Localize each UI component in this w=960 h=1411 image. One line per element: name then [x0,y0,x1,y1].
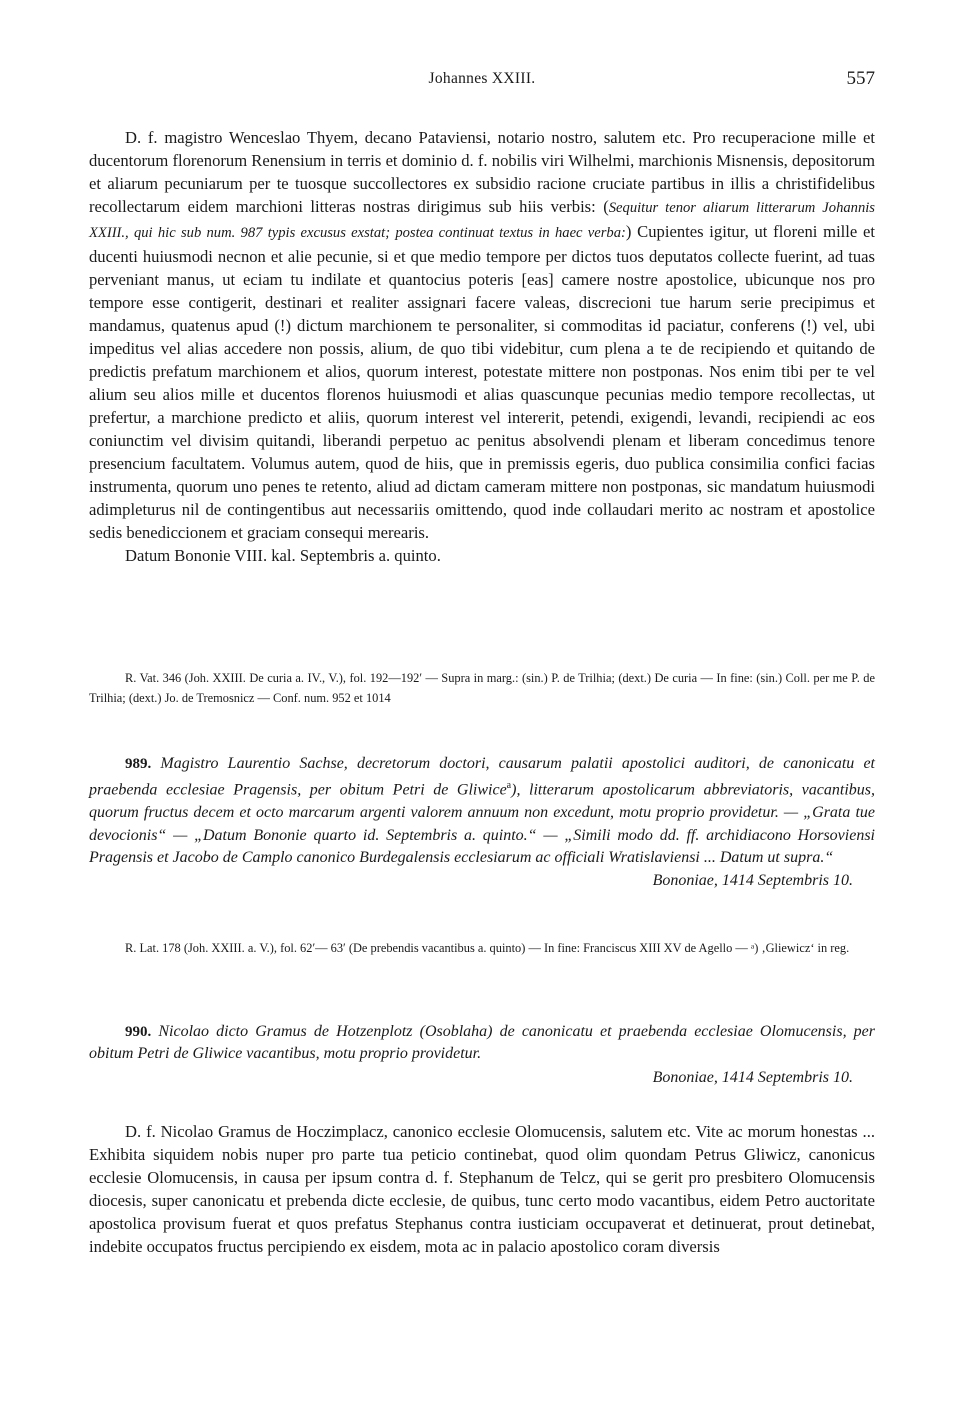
letter-988 [89,126,875,567]
regest-989-text-b: ), litterarum apostolicarum abbreviatoris, vacantibus, quorum fructus decem et octo marcarum argenti valorem annuum non excedunt, motu proprio providetur. — „Grata tue devocionis“ — „Datum Bononie quarto id. Septembris a. quinto.“ — „Simili modo dd. ff. archidiacono Horsoviensi Pragensis et Jacobo de Camplo canonico Burdegalensis ecclesiarum ac officiali Wratislaviensi ... Datum ut supra.“ [89,781,876,866]
entry-989-archival-note [89,938,875,958]
letter-988-paragraph [89,126,875,544]
regest-990 [89,1021,875,1066]
page-number: 557 [846,68,875,89]
place-date-989: Bononiae, 1414 Septembris 10. [652,872,853,890]
archival-note-988: R. Vat. 346 (Joh. XXIII. De curia a. IV., V.), fol. 192—192′ — Supra in marg.: (sin.) P. de Trilhia; (dext.) De curia — In fine: (sin.) Coll. per me P. de Trilhia; (dext.) Jo. de Tremosnicz — Conf. num. 952 et 1014 [89,671,875,705]
entry-number-990: 990. [125,1024,152,1040]
letter-988-archival-note [89,668,875,708]
letter-990-text: D. f. Nicolao Gramus de Hoczimplacz, canonico ecclesie Olomucensis, salutem etc. Vite ac morum honestas ... Exhibita siquidem nobis nuper pro parte tua peticio continebat, quod olim quondam Petrus Gliwicz, canonicus ecclesie Olomucensis, in causa per ipsum contra d. f. Stephanum de Telcz, qui se gerit pro presbitero Olomucensis diocesis, super canonicatu et prebenda dicte ecclesie, de quibus, tunc certo modo vacantibus, eidem Petro auctoritate apostolica provisum fuerat et quos prefatus Stephanus contra iusticiam occupaverat et detinuerat, prout detinebat, indebite occupatos fructus percipiendo ex eisdem, mota ac in palacio apostolico coram diversis [89,1122,875,1256]
letter-988-editorial-note: Sequitur tenor aliarum litterarum Johannis XXIII., qui hic sub num. 987 typis excusus exstat; postea continuat textus in haec verba: [89,200,875,241]
letter-988-datum: Datum Bononie VIII. kal. Septembris a. quinto. [125,546,441,565]
page-header [89,70,875,94]
archival-note-989: R. Lat. 178 (Joh. XXIII. a. V.), fol. 62′— 63′ (De prebendis vacantibus a. quinto) — In fine: Franciscus XIII XV de Agello — ᵃ) ‚Gliewicz‘ in reg. [125,941,850,955]
letter-990 [89,1120,875,1258]
footnote-mark: a [506,780,512,792]
running-title: Johannes XXIII. [428,70,536,87]
regest-989-text-a: Magistro Laurentio Sachse, decretorum doctori, causarum palatii apostolici auditori, de canonicatu et praebenda ecclesiae Pragensis, per obitum Petri de Gliwice [89,755,876,799]
regest-990-text: Nicolao dicto Gramus de Hotzenplotz (Osoblaha) de canonicatu et praebenda ecclesiae Olomucensis, per obitum Petri de Gliwice vacantibus, motu proprio providetur. [89,1023,876,1063]
entry-number-989: 989. [125,756,152,772]
entry-990 [89,1021,875,1089]
letter-988-text-b: ) Cupientes igitur, ut floreni mille et ducenti huiusmodi necnon et alie pecunie, si et que medio tempore per dictos tuos deputatos collecte fuerint, ad tuas perveniant manus, ut eciam tu indilate et quantocius poteris [eas] camere nostre apostolice, ubicunque nos pro tempore esse contigerit, destinari et realiter assignari facere valeas, discrecioni tue harum serie precipimus et mandamus, quatenus apud (!) dictum marchionem te personaliter, si commoditas id paciatur, conferens (!) vel, ubi impeditus vel alias accedere non possis, alium, de quo tibi videbitur, cum plena a te de recipiendo et quitando de predictis prefatum marchionem et alios, quorum interest, potestate mittere non postponas. Nos enim tibi per te vel alium seu alios mille et ducentos florenos huiusmodi et alias quascunque pecunias medio tempore recollectas, ut prefertur, a marchione predicto et aliis, quorum interest vel intererit, petendi, exigendi, levandi, recipiendi ac eos coniunctim vel divisim quitandi, liberandi perpetuo ac penitus absolvendi plenam et liberam concedimus tenore presencium facultatem. Volumus autem, quod de hiis, que in premissis egeris, duo publica consimilia confici facias instrumenta, quorum uno penes te retento, aliud ad dictam cameram mittere non postponas, sic mandatum huiusmodi adimpleturus nil de contingentibus aut necessariis omittendo, quod inde collaudari merito ac nostram et apostolice sedis benediccionem et graciam consequi merearis. [89,222,876,542]
place-date-990: Bononiae, 1414 Septembris 10. [652,1068,853,1086]
regest-989 [89,753,875,869]
letter-988-text-a: D. f. magistro Wenceslao Thyem, decano Pataviensi, notario nostro, salutem etc. Pro recuperacione mille et ducentorum florenorum Renensium in terris et dominio d. f. nobilis viri Wilhelmi, marchionis Misnensis, depositorum et aliarum pecuniarum per te tuosque succollectores ex subsidio racione cruciate partibus in illis a christifidelibus recollectarum eidem marchioni litteras nostras dirigimus sub hiis verbis: ( [89,128,875,216]
entry-989 [89,753,875,892]
